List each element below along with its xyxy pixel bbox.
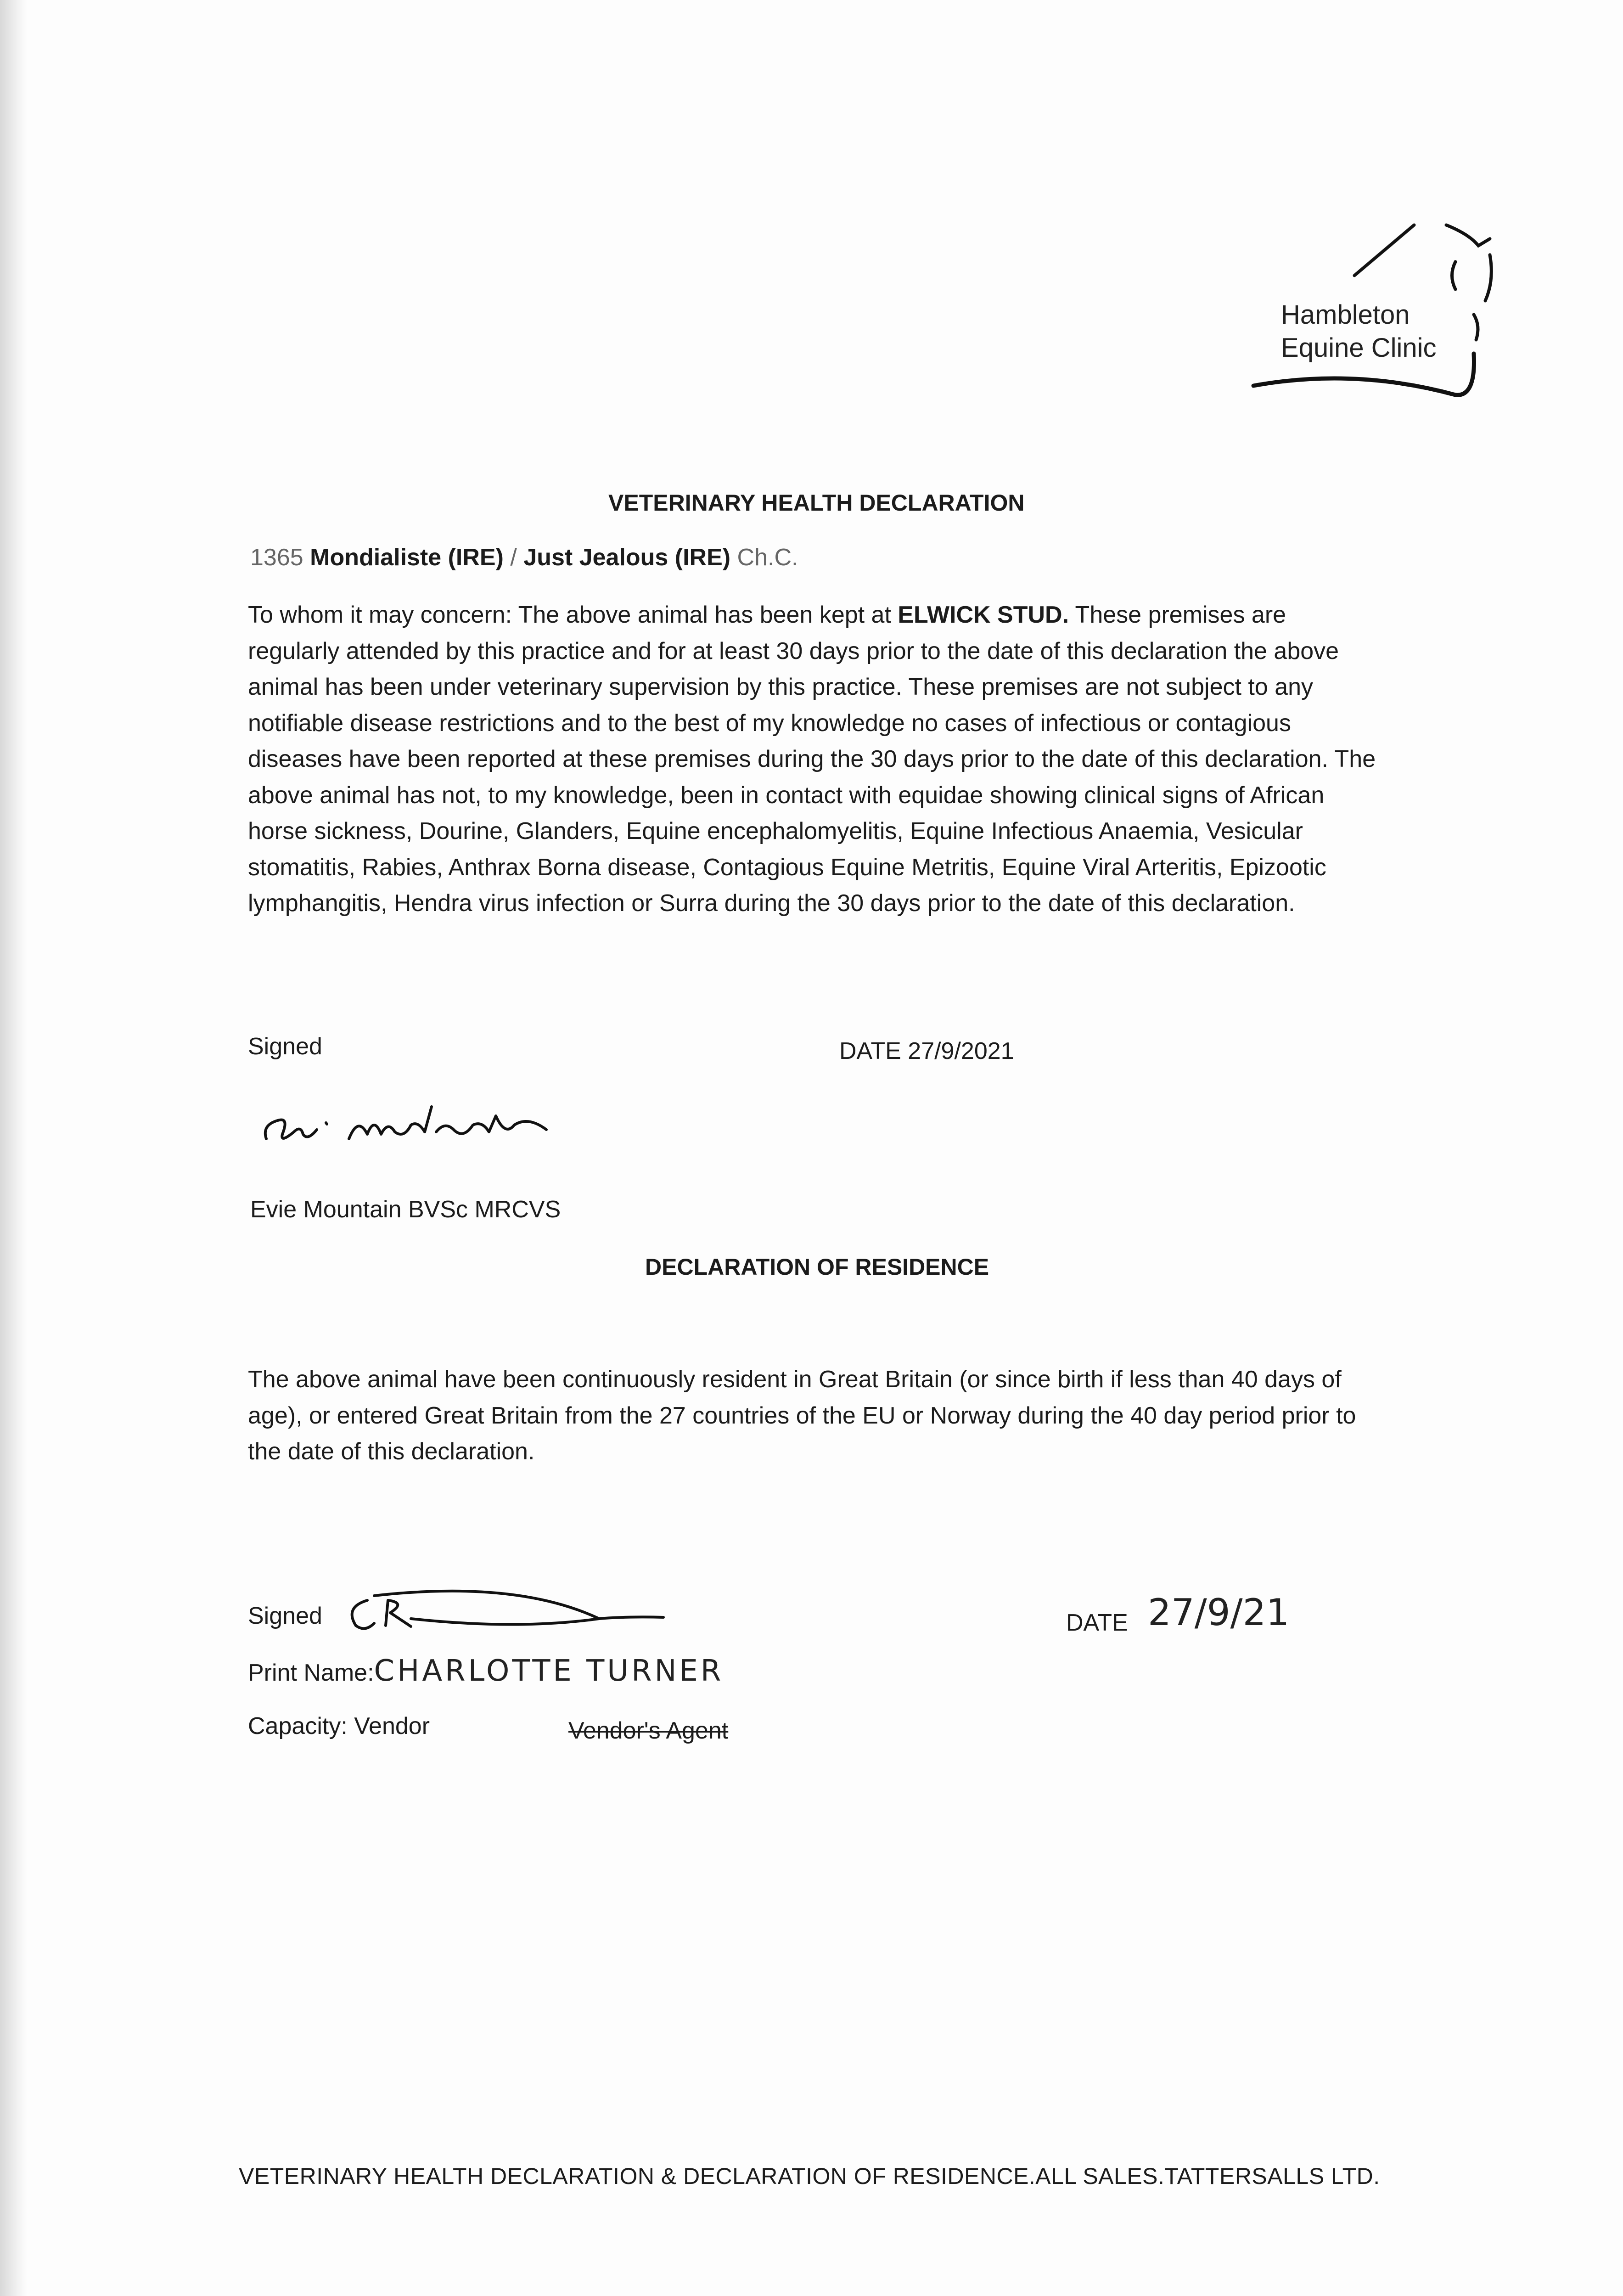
- clinic-logo-text: [1281, 298, 1437, 365]
- lot-number: 1365: [250, 544, 303, 571]
- vhd-title: VETERINARY HEALTH DECLARATION: [608, 490, 1025, 516]
- dam-name: Just Jealous (IRE): [523, 544, 731, 571]
- residence-date-handwritten: 27/9/21: [1148, 1591, 1290, 1634]
- capacity-struck-option: Vendor's Agent: [568, 1717, 729, 1744]
- print-name-value: CHARLOTTE TURNER: [374, 1654, 724, 1688]
- scan-edge-shadow: [0, 0, 28, 2296]
- residence-title: DECLARATION OF RESIDENCE: [645, 1254, 989, 1280]
- vhd-date: DATE 27/9/2021: [839, 1038, 1014, 1064]
- vhd-body: [248, 597, 1382, 922]
- sire-name: Mondialiste (IRE): [310, 544, 504, 571]
- vet-name: Evie Mountain BVSc MRCVS: [250, 1196, 561, 1223]
- capacity-label: Capacity: Vendor: [248, 1713, 430, 1739]
- print-name-label: Print Name:: [248, 1660, 374, 1686]
- vhd-body-rest: These premises are regularly attended by this practice and for at least 30 days prior to the date of this declaration the above animal has been under veterinary supervision by this practice. These premises are not subject to any notifiable disease restrictions and to the best of my knowledge no cases of infectious or contagious diseases have been reported at these premises during the 30 days prior to the date of this declaration. The above animal has not, to my knowledge, been in contact with equidae showing clinical signs of African horse sickness, Dourine, Glanders, Equine encephalomyelitis, Equine Infectious Anaemia, Vesicular stomatitis, Rabies, Anthrax Borna disease, Contagious Equine Metritis, Equine Viral Arteritis, Epizootic lymphangitis, Hendra virus infection or Surra during the 30 days prior to the date of this declaration.: [248, 602, 1376, 917]
- print-name-row: [248, 1653, 724, 1691]
- document-footer: VETERINARY HEALTH DECLARATION & DECLARATION OF RESIDENCE.ALL SALES.TATTERSALLS LTD.: [239, 2163, 1380, 2189]
- vet-signature: [257, 1088, 569, 1162]
- vhd-body-intro: To whom it may concern: The above animal has been kept at: [248, 602, 898, 628]
- residence-date-label: DATE: [1066, 1609, 1128, 1636]
- premises-name: ELWICK STUD.: [898, 602, 1069, 628]
- horse-line: [250, 540, 798, 575]
- residence-body: The above animal have been continuously resident in Great Britain (or since birth if less than 40 days of age), or entered Great Britain from the 27 countries of the EU or Norway during the 40 day period prior to the date of this declaration.: [248, 1366, 1356, 1465]
- logo-line-1: Hambleton: [1281, 300, 1410, 330]
- pedigree-separator: /: [510, 544, 517, 571]
- vhd-signed-label: Signed: [248, 1033, 322, 1060]
- vendor-signature: [342, 1575, 673, 1644]
- horse-sex: Ch.C.: [737, 544, 798, 571]
- residence-signed-label: Signed: [248, 1603, 322, 1629]
- logo-line-2: Equine Clinic: [1281, 333, 1437, 363]
